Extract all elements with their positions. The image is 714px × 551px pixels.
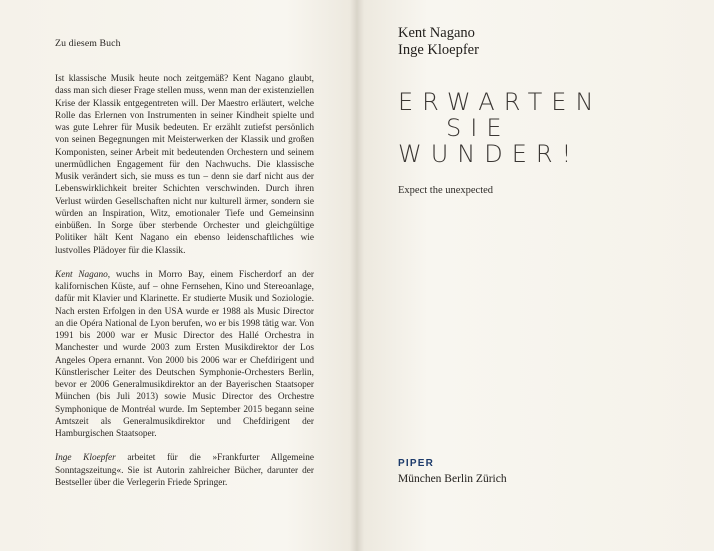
bio-text-kloepfer: arbeitet für die »Frankfurter Allgemeine Sonntagszeitung«. Sie ist Autorin zahlreicher Bücher, darunter der Bestseller über die Verlegerin Friede Springer.	[55, 453, 314, 488]
title-line-3: WUNDER!	[398, 140, 581, 168]
bio-name-kloepfer: Inge Kloepfer	[55, 453, 116, 464]
author-bio-nagano	[55, 269, 314, 441]
title-line-2: SIE	[446, 114, 511, 142]
title-page	[358, 0, 714, 551]
blurb-paragraph: Ist klassische Musik heute noch zeitgemäß? Kent Nagano glaubt, dass man sich dieser Frage stellen muss, wenn man der existenziellen Krise der Klassik entgegentreten will. Der Maestro erläutert, welche Rolle das Erlernen von Instrumenten in seiner Kindheit spielte und was gute Lehrer für Musik bedeuten. Er erzählt zutiefst persönlich von seinen Begegnungen mit Meisterwerken der Klassik und großen Komponisten, seiner Arbeit mit bedeutenden Orchestern und seinem unermüdlichen Engagement für den Nachwuchs. Die klassische Musik verändert sich, sie muss es tun – denn sie darf nicht aus der Lebenswirklichkeit breiter Schichten verschwinden. Durch ihren Verlust würden Gesellschaften nicht nur kulturell ärmer, sondern sie würden an Inspiration, Witz, emotionaler Tiefe und Gemeinsinn einbüßen. In Sorge über sterbende Orchester und gleichgültige Politiker hält Kent Nagano ein ebenso leidenschaftliches wie lustvolles Plädoyer für die Klassik.	[55, 74, 314, 256]
book-subtitle: Expect the unexpected	[398, 185, 494, 196]
publisher-cities: München Berlin Zürich	[398, 473, 507, 485]
book-title	[398, 89, 694, 167]
author-bio-kloepfer	[55, 452, 314, 489]
author-name-2: Inge Kloepfer	[398, 42, 479, 58]
publisher-logo: PIPER	[398, 458, 435, 469]
left-page	[0, 0, 356, 551]
bio-text-nagano: , wuchs in Morro Bay, einem Fischerdorf an der kalifornischen Küste, auf – ohne Fernsehen, Kino und Stereoanlage, dafür mit Klavier und Klarinette. Er studierte Musik und Soziologie. Nach ersten Erfolgen in den USA wurde er 1988 als Music Director an die Opéra National de Lyon berufen, wo er bis 1998 tätig war. Von 1991 bis 2000 war er Music Director des Hallé Orchestra in Manchester und wurde 2003 zum Ersten Musikdirektor der Los Angeles Opera ernannt. Von 2000 bis 2006 war er Chefdirigent und Künstlerischer Leiter des Deutschen Symphonie-Orchesters Berlin, bevor er 2006 Generalmusikdirektor an der Bayerischen Staatsoper München (bis Juli 2013) sowie Music Director des Orchestre Symphonique de Montréal wurde. Im September 2015 begann seine Amtszeit als Generalmusikdirektor und Chefdirigent der Hamburgischen Staatsoper.	[55, 269, 314, 439]
bio-name-nagano: Kent Nagano	[55, 269, 108, 280]
title-line-1: ERWARTEN	[398, 88, 603, 116]
section-heading: Zu diesem Buch	[55, 38, 121, 49]
author-name-1: Kent Nagano	[398, 25, 475, 41]
